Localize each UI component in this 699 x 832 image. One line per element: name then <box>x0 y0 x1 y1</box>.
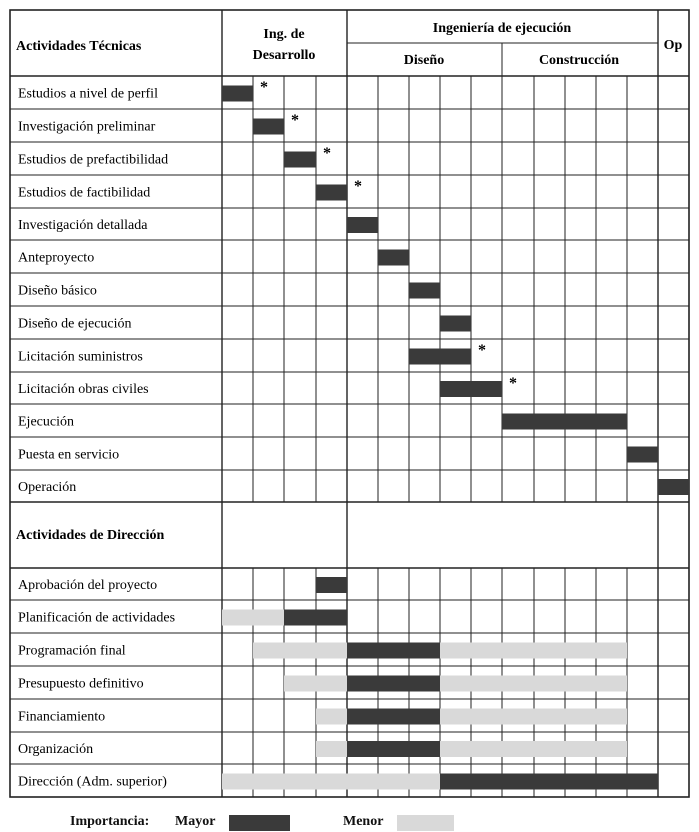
major-bar <box>658 479 689 495</box>
construction-phase-title: Construcción <box>538 53 620 68</box>
row-label: Puesta en servicio <box>18 447 120 463</box>
asterisk-mark: * <box>323 145 331 162</box>
major-bar <box>378 250 409 266</box>
minor-bar <box>253 643 347 659</box>
minor-bar <box>222 774 440 790</box>
minor-bar <box>440 709 627 725</box>
row-label: Organización <box>18 742 94 757</box>
minor-bar <box>284 676 347 692</box>
row-label: Licitación obras civiles <box>18 382 149 397</box>
row-label: Investigación preliminar <box>18 119 156 135</box>
chart-labels <box>16 21 683 790</box>
legend-title: Importancia: <box>70 814 150 829</box>
row-label: Presupuesto definitivo <box>18 676 144 692</box>
row-label: Diseño de ejecución <box>18 316 132 332</box>
asterisk-mark: * <box>478 342 486 359</box>
major-bar <box>347 676 440 692</box>
major-bar <box>409 349 471 365</box>
dev-engineering-title-line2: Desarrollo <box>252 48 316 63</box>
row-label: Estudios de prefactibilidad <box>18 152 169 168</box>
asterisk-mark: * <box>509 375 517 392</box>
major-bar <box>284 152 316 168</box>
asterisk-mark: * <box>291 112 299 129</box>
row-label: Diseño básico <box>18 283 97 299</box>
technical-activities-title: Actividades Técnicas <box>16 39 142 54</box>
major-bar <box>316 185 347 201</box>
design-phase-title: Diseño <box>403 53 445 68</box>
major-bar <box>440 774 658 790</box>
minor-bar <box>440 676 627 692</box>
execution-engineering-title: Ingeniería de ejecución <box>432 21 572 36</box>
legend <box>0 808 699 832</box>
major-bar <box>347 741 440 757</box>
asterisk-mark: * <box>354 178 362 195</box>
major-bar <box>316 577 347 593</box>
row-label: Aprobación del proyecto <box>18 578 158 593</box>
row-label: Licitación suministros <box>18 349 143 365</box>
legend-major-label: Mayor <box>175 814 216 829</box>
row-label: Financiamiento <box>18 709 106 725</box>
minor-bar <box>440 741 627 757</box>
major-bar <box>440 316 471 332</box>
asterisk-mark: * <box>260 79 268 96</box>
row-label: Planificación de actividades <box>18 610 176 626</box>
row-label: Ejecución <box>18 414 74 430</box>
major-bar <box>253 119 284 135</box>
row-label: Operación <box>18 480 77 495</box>
legend-major-swatch <box>229 815 290 831</box>
major-bar <box>222 86 253 102</box>
row-label: Estudios a nivel de perfil <box>18 86 158 102</box>
minor-bar <box>316 709 347 725</box>
major-bar <box>347 643 440 659</box>
row-label: Investigación detallada <box>18 218 148 233</box>
minor-bar <box>222 610 284 626</box>
legend-minor-swatch <box>397 815 454 831</box>
row-label: Anteproyecto <box>18 250 95 266</box>
minor-bar <box>316 741 347 757</box>
dev-engineering-title-line1: Ing. de <box>263 27 305 42</box>
minor-bar <box>440 643 627 659</box>
management-activities-title: Actividades de Dirección <box>16 528 165 543</box>
major-bar <box>502 414 627 430</box>
major-bar <box>284 610 347 626</box>
major-bar <box>347 217 378 233</box>
row-label: Programación final <box>18 643 126 659</box>
major-bar <box>347 709 440 725</box>
operation-phase-title: Op <box>663 38 683 53</box>
major-bar <box>409 283 440 299</box>
legend-minor-label: Menor <box>343 814 384 829</box>
major-bar <box>627 447 658 463</box>
row-label: Dirección (Adm. superior) <box>18 774 167 790</box>
major-bar <box>440 381 502 397</box>
row-label: Estudios de factibilidad <box>18 185 151 201</box>
